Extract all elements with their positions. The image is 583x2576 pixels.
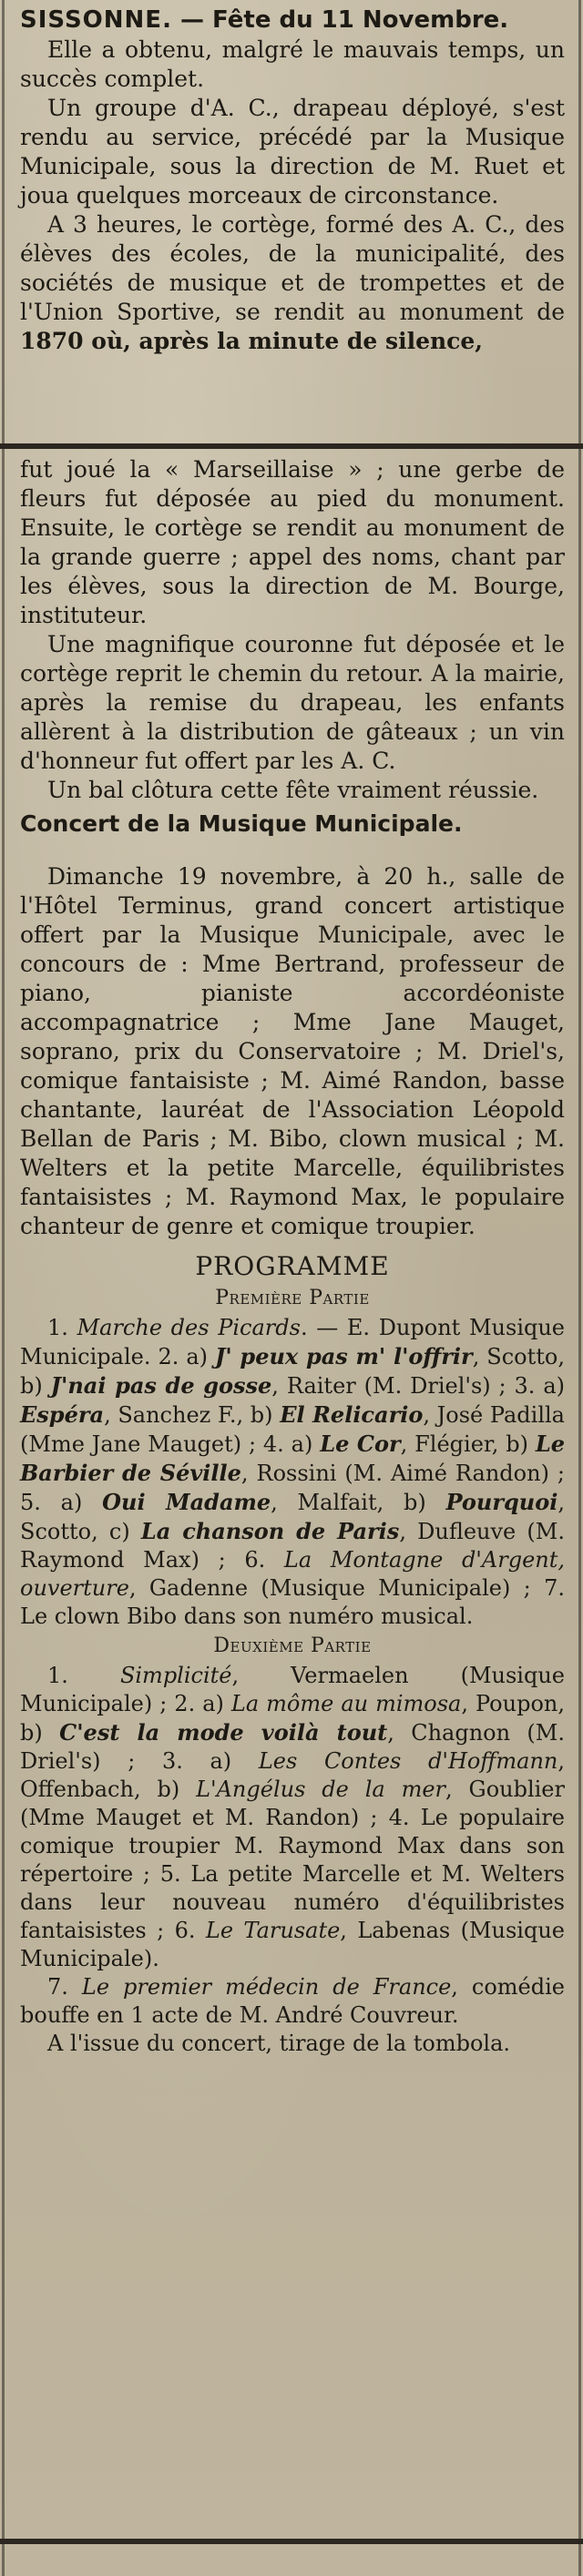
part2-item7: [20, 1973, 565, 2030]
paragraph-3-bold-tail: 1870 où, après la minute de silence,: [20, 328, 484, 354]
work-title: Simplicité: [119, 1663, 232, 1688]
work-title: El Relicario: [280, 1401, 424, 1428]
program-text: , José Padilla (Mme Jane Mauget) ; 4. a): [20, 1402, 565, 1457]
continuation-3: Un bal clôtura cette fête vraiment réussie.: [47, 777, 539, 803]
program-text: , Scotto, c): [20, 1490, 565, 1544]
program-text: , Raiter (M. Driel's) ; 3. a): [271, 1373, 565, 1399]
program-text: . — E. Dupont Musique Municipale. 2. a): [20, 1315, 566, 1369]
program-text: , Chagnon (M. Driel's) ; 3. a): [20, 1720, 565, 1774]
program-text: , Flégier, b): [400, 1431, 536, 1457]
program-text: 1.: [47, 1663, 120, 1688]
work-title: Espéra: [20, 1401, 105, 1428]
program-text: , Rossini (M. Aimé Randon) ; 5. a): [20, 1461, 565, 1515]
work-title: Le premier médecin de France: [81, 1974, 452, 2000]
work-title: J' peux pas m' l'offrir: [215, 1343, 473, 1369]
work-title: C'est la mode voilà tout: [59, 1719, 388, 1746]
continuation-1: fut joué la « Marseillaise » ; une gerbe de fleurs fut déposée au pied du monument. Ensuite, le cortège se rendit au monument de la grande guerre ; appel des noms, chant par les élèves, sous la direction de M. Bourge, instituteur.: [20, 456, 565, 628]
program-text: , Goublier (Mme Mauget et M. Randon) ; 4. Le populaire comique troupier M. Raymond Max dans son répertoire ; 5. La petite Marcelle et M. Welters dans leur nouveau numéro d'équilibristes fantaisistes ; 6.: [20, 1777, 565, 1943]
program-text: , Sanchez F., b): [104, 1402, 281, 1428]
program-text: , comédie bouffe en 1 acte de M. André Couvreur.: [20, 1974, 565, 2028]
work-title: Pourquoi: [445, 1489, 558, 1515]
work-title: Le Tarusate: [205, 1918, 341, 1943]
program-title: PROGRAMME: [195, 1251, 390, 1281]
bottom-rule: [0, 2539, 583, 2544]
concert-headline: Concert de la Musique Municipale.: [20, 810, 463, 837]
concert-intro: Dimanche 19 novembre, à 20 h., salle de l'Hôtel Terminus, grand concert artistique offert par la Musique Municipale, avec le concours de : Mme Bertrand, professeur de piano, pianiste accordéoniste accompagnatrice ; Mme Jane Mauget, soprano, prix du Conservatoire ; M. Driel's, comique fantaisiste ; M. Aimé Randon, basse chantante, lauréat de l'Association Léopold Bellan de Paris ; M. Bibo, clown musical ; M. Welters et la petite Marcelle, équilibristes fantaisistes ; M. Raymond Max, le populaire chanteur de genre et comique troupier.: [20, 863, 565, 1239]
work-title: La Montagne d'Argent, ouverture: [20, 1547, 566, 1601]
continuation-2: Une magnifique couronne fut déposée et le cortège reprit le chemin du retour. A la mairie, après la remise du drapeau, les enfants allèrent à la distribution de gâteaux ; un vin d'honneur fut offert par les A. C.: [20, 631, 565, 774]
headline-text: — Fête du 11 Novembre.: [171, 6, 509, 34]
article-sissonne: [20, 5, 565, 356]
right-edge: [578, 0, 581, 2576]
work-title: Oui Madame: [102, 1489, 271, 1515]
program-text: , Poupon, b): [20, 1691, 565, 1746]
left-edge: [2, 0, 5, 2576]
program-text: , Scotto, b): [20, 1344, 566, 1399]
town-name: SISSONNE.: [20, 6, 172, 34]
work-title: La môme au mimosa: [230, 1691, 462, 1716]
work-title: L'Angélus de la mer: [196, 1777, 446, 1802]
program-text: , Dufleuve (M. Raymond Max) ; 6.: [20, 1519, 565, 1573]
work-title: Marche des Picards: [77, 1315, 301, 1340]
column-divider: [0, 443, 583, 449]
part2-list: [20, 1662, 565, 1973]
article-headline: [20, 5, 565, 36]
program-text: , Malfait, b): [271, 1490, 446, 1515]
continuation-and-concert: [20, 455, 565, 2058]
work-title: La chanson de Paris: [140, 1518, 400, 1544]
part1-list: [20, 1314, 565, 1631]
program-text: 7.: [47, 1974, 82, 2000]
program-text: , Vermaelen (Musique Municipale) ; 2. a): [20, 1663, 565, 1716]
program-text: , Labenas (Musique Municipale).: [20, 1918, 566, 1971]
paragraph-1: Elle a obtenu, malgré le mauvais temps, un succès complet.: [20, 36, 565, 92]
work-title: Le Barbier de Séville: [20, 1431, 565, 1486]
program-text: 1.: [47, 1315, 77, 1340]
work-title: J'nai pas de gosse: [50, 1372, 272, 1399]
part2-title: Deuxième Partie: [213, 1634, 372, 1657]
paragraph-3: [20, 210, 565, 356]
paragraph-2: Un groupe d'A. C., drapeau déployé, s'est rendu au service, précédé par la Musique Municipale, sous la direction de M. Ruet et joua quelques morceaux de circonstance.: [20, 95, 565, 209]
work-title: Le Cor: [320, 1431, 401, 1457]
work-title: Les Contes d'Hoffmann: [258, 1748, 558, 1774]
program-text: , Offenbach, b): [20, 1748, 565, 1802]
paragraph-3-text: A 3 heures, le cortège, formé des A. C., des élèves des écoles, de la municipalité, des sociétés de musique et de trompettes et de l'Union Sportive, se rendit au monument de: [20, 211, 565, 325]
closing-note: A l'issue du concert, tirage de la tombola.: [47, 2031, 511, 2056]
part1-title: Première Partie: [215, 1287, 370, 1309]
program-text: , Gadenne (Musique Municipale) ; 7. Le clown Bibo dans son numéro musical.: [20, 1575, 565, 1629]
